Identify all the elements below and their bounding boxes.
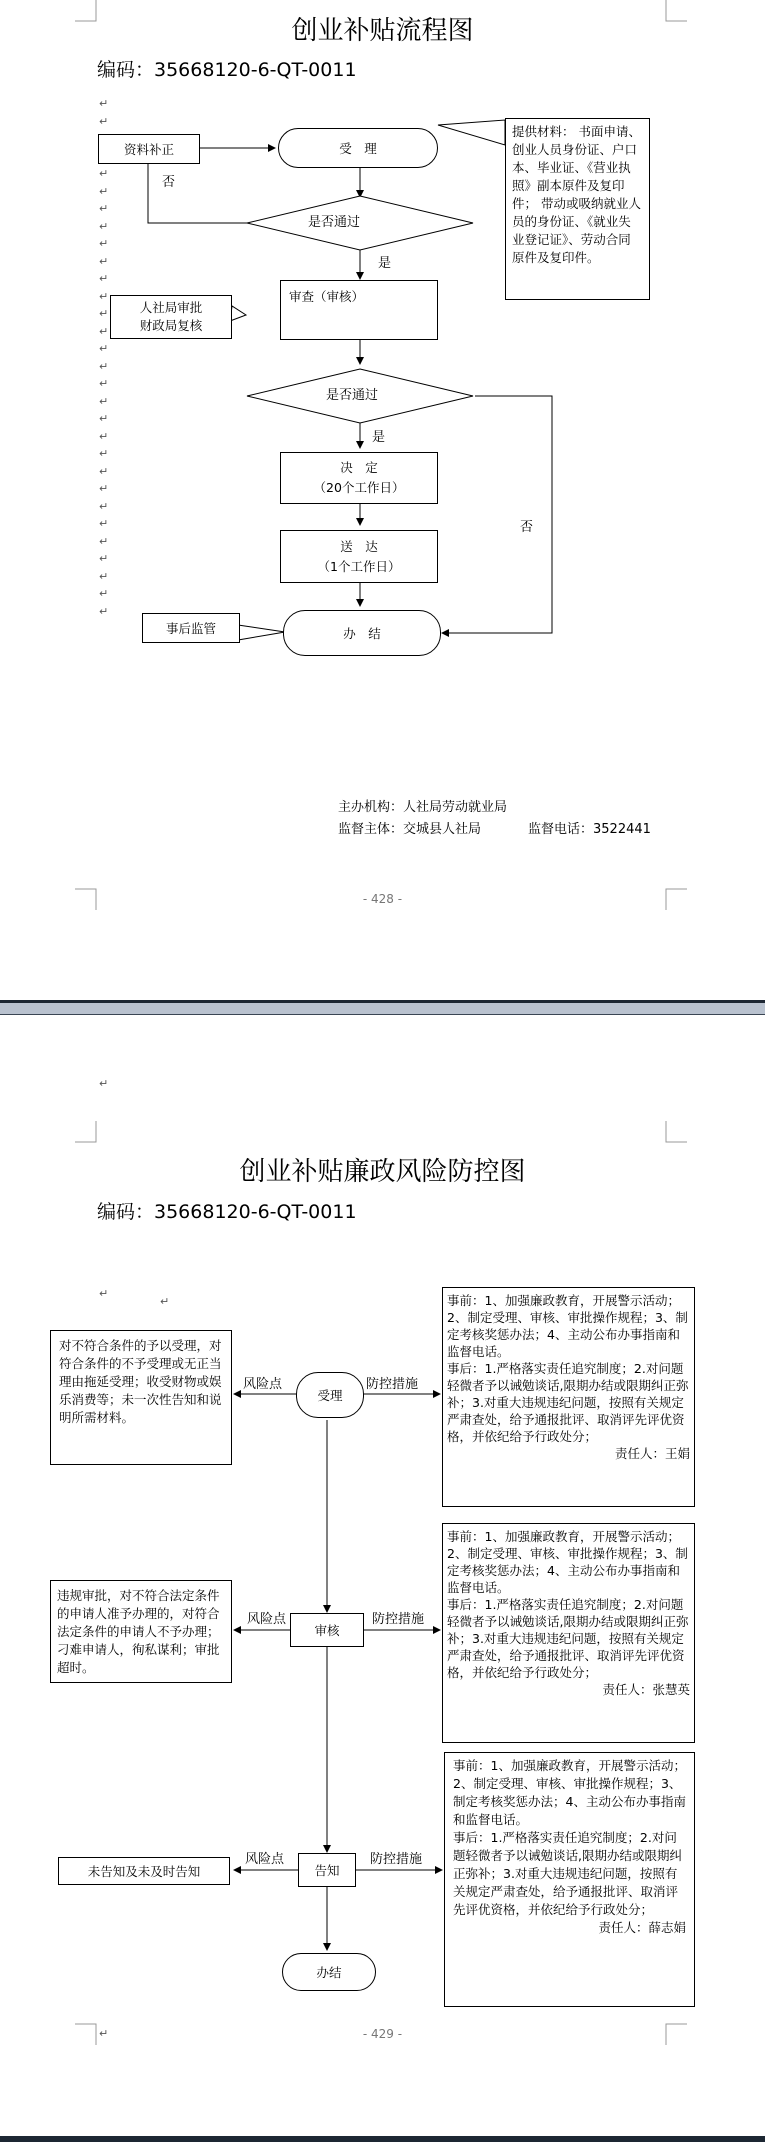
paragraph-mark: ↵ <box>99 1287 109 1300</box>
yes-label-1: 是 <box>378 256 392 271</box>
risk-point-label-3: 风险点 <box>245 1852 285 1867</box>
paragraph-mark: ↵ <box>99 237 109 250</box>
step-accept: 受理 <box>296 1372 364 1418</box>
page-title: 创业补贴廉政风险防控图 <box>239 1157 526 1187</box>
paragraph-mark: ↵ <box>99 184 109 198</box>
paragraph-mark: ↵ <box>160 1295 170 1308</box>
responsible-notify: 责任人：薛志娟 <box>598 1920 686 1935</box>
paragraph-mark: ↵ <box>99 97 109 110</box>
step-review: 审核 <box>290 1613 364 1647</box>
paragraph-mark: ↵ <box>99 324 109 338</box>
page-429 <box>0 1015 765 2142</box>
risk-box-review: 违规审批，对不符合法定条件的申请人准予办理的，对符合法定条件的申请人不予办理；刁难申请人，徇私谋利；审批超时。 <box>50 1580 232 1683</box>
supervisor-text: 监督主体：交城县人社局 <box>338 822 482 837</box>
paragraph-mark: ↵ <box>99 377 109 390</box>
decide-node: 决 定 （20个工作日） <box>280 452 438 504</box>
finish-node: 办 结 <box>283 610 441 656</box>
paragraph-mark: ↵ <box>99 482 109 495</box>
paragraph-mark: ↵ <box>99 464 109 478</box>
page-separator <box>0 1000 765 1015</box>
review-node: 审查（审核） <box>280 280 438 340</box>
measure-label-1: 防控措施 <box>366 1377 419 1392</box>
paragraph-mark: ↵ <box>99 587 109 600</box>
measure-text-accept: 事前：1、加强廉政教育，开展警示活动；2、制定受理、审核、审批操作规程；3、制定考核奖惩办法；4、主动公布办事指南和监督电话。 事后：1.严格落实责任追究制度；2.对问题轻微者予以诫勉谈话,限期办结或限期纠正弥补；3.对重大违规违纪问题，按照有关规定严肃查处，给予通报批评、取消评先评优资格，并依纪给予行政处分； <box>447 1293 689 1444</box>
paragraph-mark: ↵ <box>99 552 109 565</box>
measure-label-2: 防控措施 <box>372 1612 425 1627</box>
check-pass-label-1: 是否通过 <box>308 215 361 230</box>
paragraph-mark: ↵ <box>99 2027 109 2040</box>
yes-label-2: 是 <box>372 430 386 445</box>
measure-box-accept <box>442 1287 695 1507</box>
step-notify: 告知 <box>298 1853 356 1887</box>
page-title: 创业补贴流程图 <box>291 16 474 46</box>
phone-text: 监督电话：3522441 <box>528 822 651 837</box>
paragraph-mark: ↵ <box>99 569 109 583</box>
paragraph-mark: ↵ <box>99 202 109 215</box>
paragraph-mark: ↵ <box>99 272 109 285</box>
page-bottom-bar <box>0 2136 765 2142</box>
responsible-review: 责任人：张慧英 <box>602 1682 690 1697</box>
measure-box-review <box>442 1523 695 1743</box>
paragraph-mark: ↵ <box>99 289 109 303</box>
paragraph-mark: ↵ <box>99 394 109 408</box>
materials-callout: 提供材料： 书面申请、创业人员身份证、户口本、毕业证、《营业执照》副本原件及复印件； 带动或吸纳就业人员的身份证、《就业失业登记证》、劳动合同原件及复印件。 <box>505 118 650 300</box>
paragraph-mark: ↵ <box>99 359 109 373</box>
paragraph-mark: ↵ <box>99 342 109 355</box>
accept-node: 受 理 <box>278 128 438 168</box>
supervision-box: 事后监管 <box>142 613 240 643</box>
document-code: 编码：35668120-6-QT-0011 <box>97 59 357 81</box>
material-supplement-box: 资料补正 <box>98 134 200 164</box>
paragraph-mark: ↵ <box>99 412 109 425</box>
no-label-2: 否 <box>520 520 534 535</box>
measure-text-notify: 事前：1、加强廉政教育，开展警示活动；2、制定受理、审核、审批操作规程；3、制定考核奖惩办法；4、主动公布办事指南和监督电话。 事后：1.严格落实责任追究制度；2.对问题轻微者予以诫勉谈话,限期办结或限期纠正弥补；3.对重大违规违纪问题，按照有关规定严肃查处，给予通报批评、取消评先评优资格，并依纪给予行政处分； <box>453 1758 686 1917</box>
paragraph-mark: ↵ <box>99 167 109 180</box>
page-number: - 429 - <box>362 2027 403 2041</box>
paragraph-mark: ↵ <box>99 499 109 513</box>
paragraph-mark: ↵ <box>99 219 109 233</box>
paragraph-mark: ↵ <box>99 307 109 320</box>
paragraph-mark: ↵ <box>99 534 109 548</box>
page-number: - 428 - <box>362 892 403 906</box>
measure-box-notify <box>444 1752 695 2007</box>
paragraph-mark: ↵ <box>99 604 109 618</box>
risk-point-label-2: 风险点 <box>247 1612 287 1627</box>
measure-text-review: 事前：1、加强廉政教育，开展警示活动；2、制定受理、审核、审批操作规程；3、制定考核奖惩办法；4、主动公布办事指南和监督电话。 事后：1.严格落实责任追究制度；2.对问题轻微者予以诫勉谈话,限期办结或限期纠正弥补；3.对重大违规违纪问题，按照有关规定严肃查处，给予通报批评、取消评先评优资格，并依纪给予行政处分； <box>447 1529 689 1680</box>
responsible-accept: 责任人：王娟 <box>614 1446 690 1461</box>
deliver-node: 送 达 （1个工作日） <box>280 530 438 583</box>
risk-box-notify: 未告知及未及时告知 <box>58 1857 230 1885</box>
paragraph-mark: ↵ <box>99 517 109 530</box>
paragraph-mark: ↵ <box>99 1077 109 1090</box>
check-pass-label-2: 是否通过 <box>326 388 379 403</box>
risk-box-accept: 对不符合条件的予以受理，对符合条件的不予受理或无正当理由拖延受理；收受财物或娱乐消费等；未一次性告知和说明所需材料。 <box>50 1330 232 1465</box>
step-finish: 办结 <box>282 1953 376 1991</box>
measure-label-3: 防控措施 <box>370 1852 423 1867</box>
paragraph-mark: ↵ <box>99 429 109 443</box>
approval-note: 人社局审批 财政局复核 <box>110 295 232 339</box>
no-label-1: 否 <box>162 175 176 190</box>
document-code: 编码：35668120-6-QT-0011 <box>97 1201 357 1223</box>
paragraph-mark: ↵ <box>99 254 109 268</box>
paragraph-mark: ↵ <box>99 447 109 460</box>
risk-point-label-1: 风险点 <box>243 1377 283 1392</box>
paragraph-mark: ↵ <box>99 114 109 128</box>
organizer-text: 主办机构：人社局劳动就业局 <box>338 800 508 815</box>
page-428 <box>0 0 765 1000</box>
